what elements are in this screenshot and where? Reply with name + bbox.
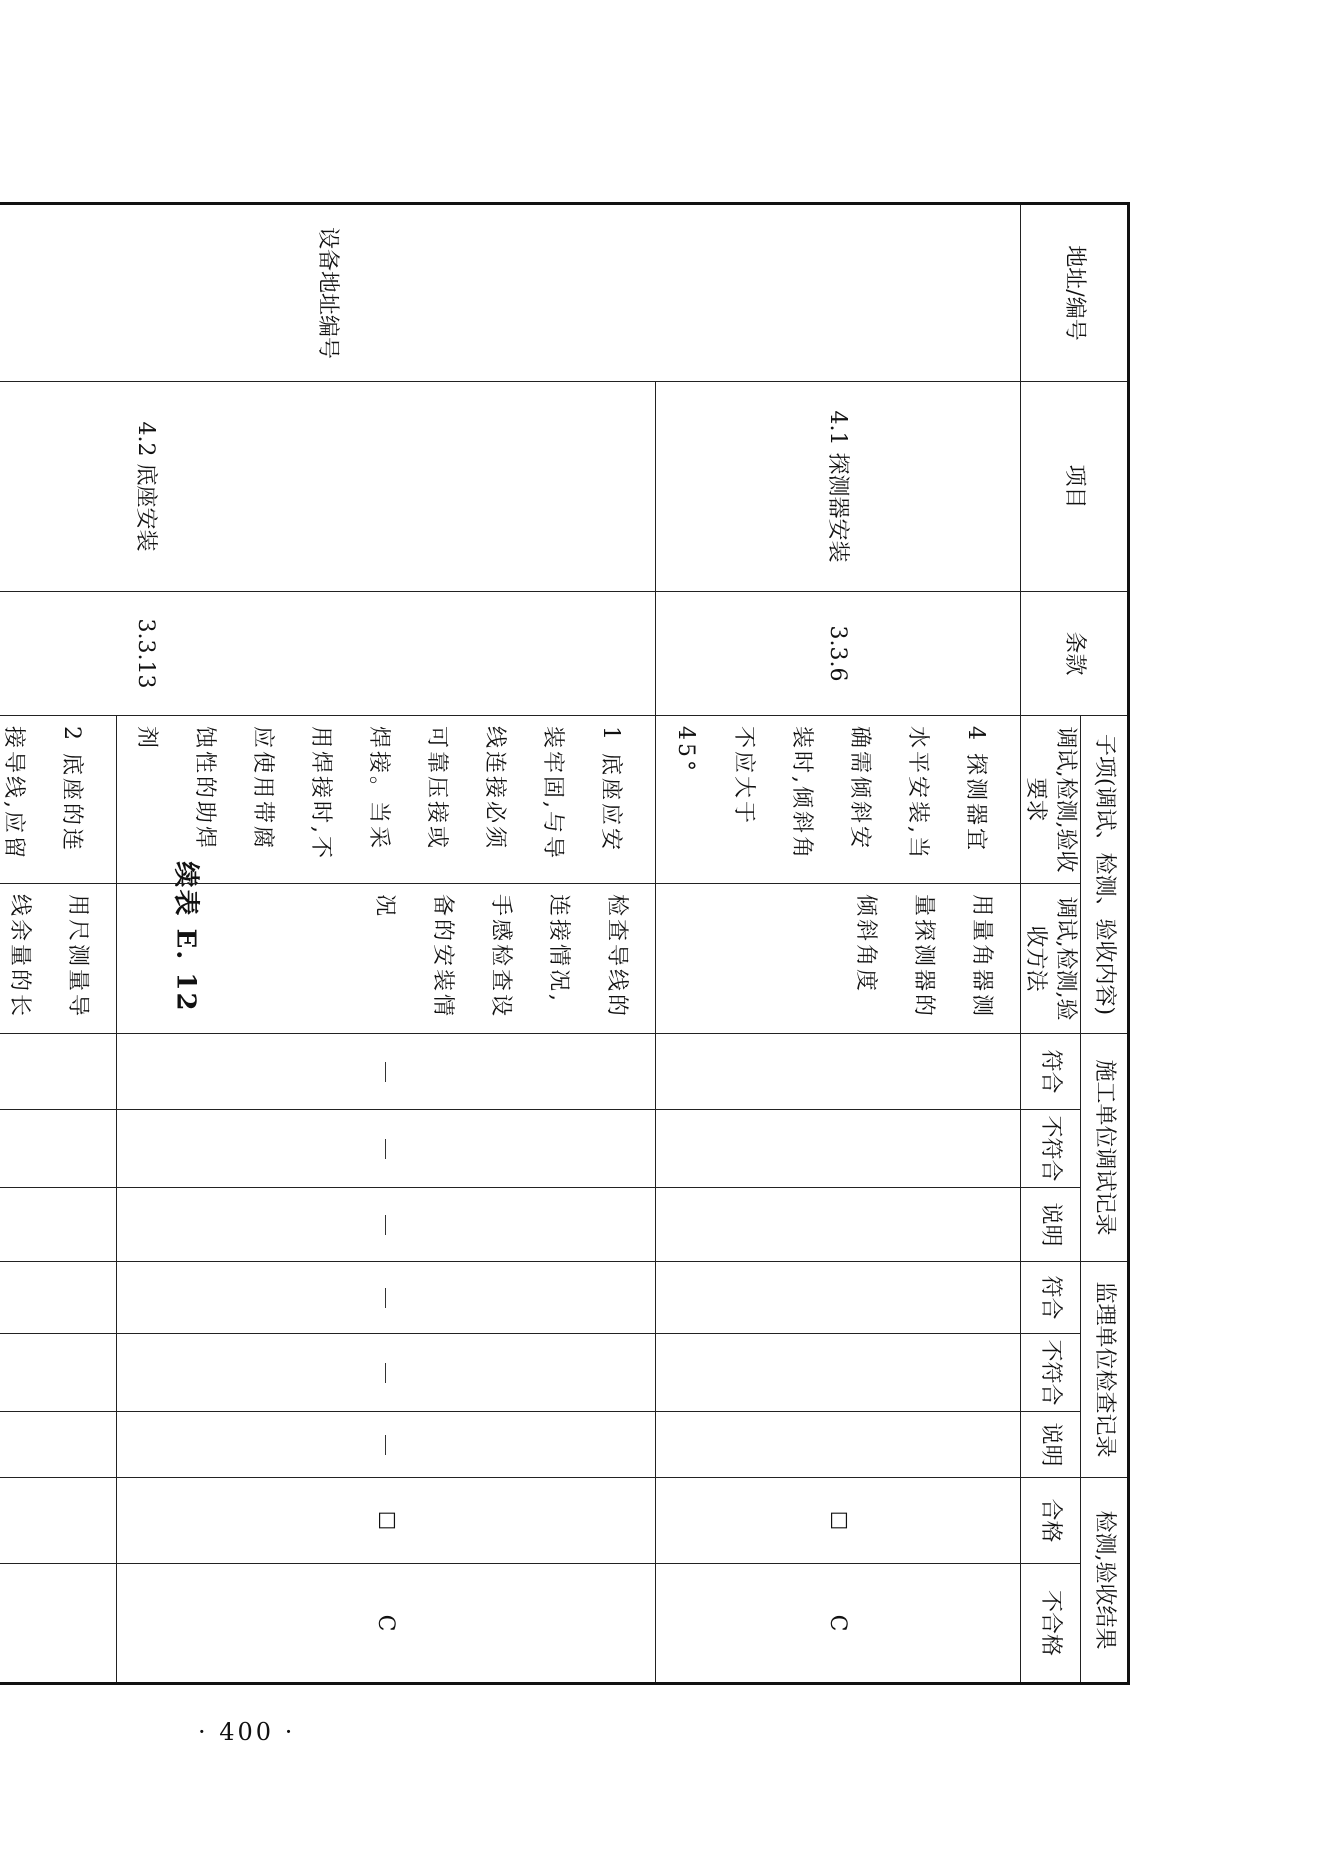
table-row: [655, 204, 1020, 1684]
header-c-not-conform-label: 不符合: [1038, 1115, 1064, 1182]
row-method-text: 检查导线的连接情况,手感检查设备的安装情况: [371, 894, 629, 1020]
row-requirement-text: 2 底座的连接导线,应留: [0, 726, 84, 861]
header-requirement: [1020, 716, 1080, 884]
header-s-not-conform-label: 不符合: [1038, 1339, 1064, 1406]
header-construction: [1081, 1034, 1129, 1262]
header-c-note: [1020, 1188, 1080, 1262]
header-supervision-label: 监理单位检查记录: [1091, 1281, 1117, 1458]
s-not-conform-cell[interactable]: [0, 1334, 116, 1412]
header-project: [1020, 382, 1128, 592]
inspection-table: [0, 202, 1130, 1685]
header-result-label: 检测,验收结果: [1091, 1510, 1117, 1650]
s-note-cell[interactable]: [116, 1412, 655, 1478]
s-not-conform-cell[interactable]: [116, 1334, 655, 1412]
header-result: [1081, 1478, 1129, 1684]
header-method-label: 调试,检测,验收方法: [1023, 896, 1078, 1021]
row-method: [116, 884, 655, 1034]
s-note-cell[interactable]: [0, 1412, 116, 1478]
s-conform-cell[interactable]: [655, 1262, 1020, 1334]
row-requirement: [0, 716, 116, 884]
row-requirement: [116, 716, 655, 884]
c-conform-cell[interactable]: [0, 1034, 116, 1110]
row-project: [655, 382, 1020, 592]
row-clause-label: 3.3.6: [825, 625, 851, 682]
header-address: [1020, 204, 1128, 382]
row-project-label: 4.2 底座安装: [132, 421, 158, 552]
device-address-cell: [0, 204, 1020, 382]
header-construction-label: 施工单位调试记录: [1091, 1059, 1117, 1236]
row-method-text: 用量角器测量探测器的倾斜角度: [852, 894, 994, 1020]
header-s-note: [1020, 1412, 1080, 1478]
header-address-label: 地址/编号: [1061, 245, 1087, 341]
c-not-conform-cell[interactable]: [0, 1110, 116, 1188]
s-conform-cell[interactable]: [0, 1262, 116, 1334]
pass-checkbox[interactable]: ☐: [373, 1510, 399, 1531]
fail-mark[interactable]: C: [373, 1614, 399, 1632]
row-requirement-text: 4 探测器宜水平安装,当确需倾斜安装时,倾斜角不应大于45°: [672, 726, 988, 861]
row-clause: [655, 592, 1020, 716]
header-s-conform-label: 符合: [1038, 1275, 1064, 1320]
header-clause: [1020, 592, 1128, 716]
pass-cell[interactable]: [0, 1478, 116, 1564]
fail-cell[interactable]: [655, 1564, 1020, 1684]
device-address-label: 设备地址编号: [315, 226, 341, 359]
page-number: · 400 ·: [198, 1718, 296, 1746]
header-fail: [1020, 1564, 1080, 1684]
dash-mark: [385, 1288, 387, 1308]
s-note-cell[interactable]: [655, 1412, 1020, 1478]
pass-checkbox[interactable]: ☐: [825, 1510, 851, 1531]
c-note-cell[interactable]: [0, 1188, 116, 1262]
dash-mark: [385, 1139, 387, 1159]
row-requirement-text: 1 底座应安装牢固,与导线连接必须可靠压接或焊接。当采用焊接时,不应使用带腐蚀性的助焊剂: [133, 726, 623, 861]
header-s-not-conform: [1020, 1334, 1080, 1412]
pass-cell[interactable]: [116, 1478, 655, 1564]
header-clause-label: 条款: [1061, 631, 1087, 676]
header-c-conform: [1020, 1034, 1080, 1110]
header-row-1: [1081, 204, 1129, 1684]
s-not-conform-cell[interactable]: [655, 1334, 1020, 1412]
s-conform-cell[interactable]: [116, 1262, 655, 1334]
table-row: [116, 204, 655, 1684]
dash-mark: [385, 1062, 387, 1082]
header-supervision: [1081, 1262, 1129, 1478]
header-sub-item-label: 子项(调试、检测、验收内容): [1091, 733, 1117, 1016]
c-conform-cell[interactable]: [655, 1034, 1020, 1110]
row-project: [0, 382, 655, 592]
row-requirement: [655, 716, 1020, 884]
c-note-cell[interactable]: [116, 1188, 655, 1262]
row-clause: [0, 592, 655, 716]
row-clause-label: 3.3.13: [132, 618, 158, 689]
table-title: 续表 E. 12: [170, 861, 201, 1013]
fail-cell[interactable]: [0, 1564, 116, 1684]
row-method-text: 用尺测量导线余量的长: [6, 894, 90, 1020]
header-fail-label: 不合格: [1038, 1590, 1064, 1657]
c-note-cell[interactable]: [655, 1188, 1020, 1262]
header-requirement-label: 调试,检测,验收要求: [1023, 726, 1078, 873]
fail-cell[interactable]: [116, 1564, 655, 1684]
c-conform-cell[interactable]: [116, 1034, 655, 1110]
c-not-conform-cell[interactable]: [655, 1110, 1020, 1188]
c-not-conform-cell[interactable]: [116, 1110, 655, 1188]
header-s-note-label: 说明: [1038, 1422, 1064, 1467]
header-c-note-label: 说明: [1038, 1202, 1064, 1247]
dash-mark: [385, 1435, 387, 1455]
header-c-conform-label: 符合: [1038, 1049, 1064, 1094]
row-project-label: 4.1 探测器安装: [825, 410, 851, 563]
dash-mark: [385, 1215, 387, 1235]
header-project-label: 项目: [1061, 464, 1087, 509]
pass-cell[interactable]: [655, 1478, 1020, 1564]
header-method: [1020, 884, 1080, 1034]
header-pass-label: 合格: [1038, 1498, 1064, 1543]
header-pass: [1020, 1478, 1080, 1564]
dash-mark: [385, 1363, 387, 1383]
fail-mark[interactable]: C: [825, 1614, 851, 1632]
header-sub-item: [1081, 716, 1129, 1034]
header-c-not-conform: [1020, 1110, 1080, 1188]
header-s-conform: [1020, 1262, 1080, 1334]
row-method: [0, 884, 116, 1034]
row-method: [655, 884, 1020, 1034]
